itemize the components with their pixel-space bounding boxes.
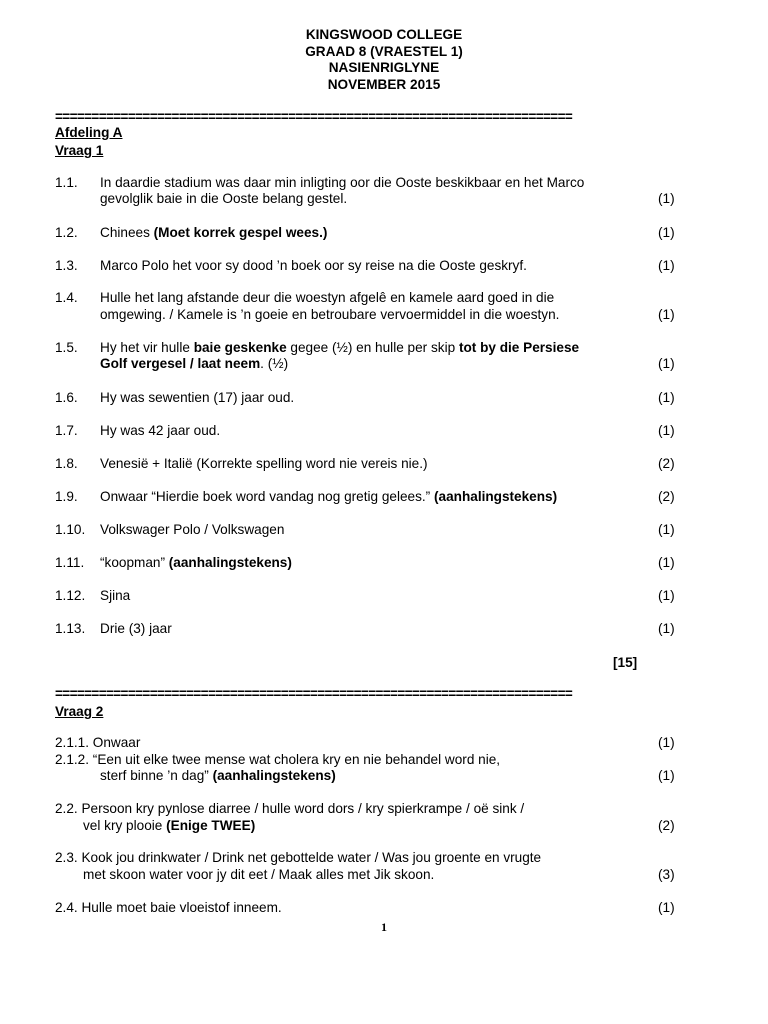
answer-plain: vel kry plooie [83, 818, 167, 833]
answer-text: Sjina [100, 588, 131, 603]
answer-text: Marco Polo het voor sy dood ’n boek oor sy reise na die Ooste geskryf. [100, 258, 527, 273]
doc-type: NASIENRIGLYNE [328, 60, 440, 75]
mark-value: (1) [658, 588, 675, 603]
item-number: 1.9. [55, 489, 78, 504]
section-title: Afdeling A [55, 125, 123, 140]
mark-value: (1) [658, 191, 675, 206]
separator-line: ======================================================================= [55, 110, 573, 124]
item-number: 1.7. [55, 423, 78, 438]
mark-value: (1) [658, 423, 675, 438]
answer-text: Venesië + Italië (Korrekte spelling word nie vereis nie.) [100, 456, 428, 471]
mark-value: (1) [658, 735, 675, 750]
item-number: 1.3. [55, 258, 78, 273]
answer-text: 2.4. Hulle moet baie vloeistof inneem. [55, 900, 282, 915]
mark-value: (1) [658, 356, 675, 371]
answer-bold: Golf vergesel / laat neem [100, 356, 261, 371]
question-title: Vraag 1 [55, 143, 104, 158]
mark-value: (1) [658, 307, 675, 322]
answer-plain: . (½) [260, 356, 289, 371]
answer-text: Volkswager Polo / Volkswagen [100, 522, 285, 537]
answer-text: In daardie stadium was daar min inligting oor die Ooste beskikbaar en het Marco [100, 175, 585, 190]
answer-text: omgewing. / Kamele is ’n goeie en betroubare vervoermiddel in die woestyn. [100, 307, 560, 322]
mark-value: (1) [658, 768, 675, 783]
answer-text: gevolglik baie in die Ooste belang gestel. [100, 191, 348, 206]
mark-value: (1) [658, 621, 675, 636]
item-number: 1.12. [55, 588, 86, 603]
answer-text: 2.3. Kook jou drinkwater / Drink net gebottelde water / Was jou groente en vrugte [55, 850, 542, 865]
answer-text: Hulle het lang afstande deur die woestyn afgelê en kamele aard goed in die [100, 290, 555, 305]
item-number: 1.8. [55, 456, 78, 471]
answer-bold: tot by die Persiese [458, 340, 580, 355]
document-header [0, 27, 768, 93]
answer-plain: gegee (½) en hulle per skip [286, 340, 459, 355]
school-name: KINGSWOOD COLLEGE [305, 27, 463, 42]
mark-value: (1) [658, 258, 675, 273]
answer-text: Hy was sewentien (17) jaar oud. [100, 390, 295, 405]
question-title: Vraag 2 [55, 704, 104, 719]
answer-bold: baie geskenke [193, 340, 287, 355]
answer-bold: (aanhalingstekens) [434, 489, 558, 504]
answer-plain: “koopman” [100, 555, 169, 570]
question-total: [15] [613, 655, 638, 670]
page-number: 1 [381, 920, 387, 934]
answer-text: 2.1.1. Onwaar [55, 735, 141, 750]
answer-text [100, 768, 336, 784]
mark-value: (1) [658, 390, 675, 405]
mark-value: (3) [658, 867, 675, 882]
mark-value: (1) [658, 900, 675, 915]
mark-value: (2) [658, 456, 675, 471]
mark-value: (1) [658, 522, 675, 537]
answer-text [100, 356, 288, 372]
item-number: 1.6. [55, 390, 78, 405]
separator-line: ======================================================================= [55, 687, 573, 701]
answer-bold: (aanhalingstekens) [212, 768, 336, 783]
answer-text: met skoon water voor jy dit eet / Maak alles met Jik skoon. [83, 867, 435, 882]
answer-plain: Hy het vir hulle [100, 340, 194, 355]
answer-plain: Chinees [100, 225, 154, 240]
item-number: 1.2. [55, 225, 78, 240]
item-number: 1.11. [55, 555, 85, 570]
answer-bold: (Moet korrek gespel wees.) [153, 225, 328, 240]
mark-value: (2) [658, 489, 675, 504]
answer-text: Drie (3) jaar [100, 621, 172, 636]
item-number: 1.5. [55, 340, 78, 355]
answer-text [100, 225, 327, 241]
grade-paper: GRAAD 8 (VRAESTEL 1) [305, 43, 463, 59]
item-number: 1.4. [55, 290, 78, 305]
answer-text [100, 340, 579, 356]
answer-text: Hy was 42 jaar oud. [100, 423, 221, 438]
item-number: 1.10. [55, 522, 86, 537]
doc-date: NOVEMBER 2015 [327, 76, 441, 92]
answer-text [83, 818, 255, 834]
answer-text: 2.1.2. “Een uit elke twee mense wat cholera kry en nie behandel word nie, [55, 752, 501, 767]
item-number: 1.13. [55, 621, 86, 636]
item-number: 1.1. [55, 175, 78, 190]
answer-bold: (Enige TWEE) [166, 818, 256, 833]
mark-value: (1) [658, 225, 675, 240]
answer-text: 2.2. Persoon kry pynlose diarree / hulle word dors / kry spierkrampe / oë sink / [55, 801, 525, 816]
answer-plain: sterf binne ’n dag” [100, 768, 213, 783]
answer-plain: Onwaar “Hierdie boek word vandag nog gretig gelees.” [100, 489, 434, 504]
answer-text [100, 489, 557, 505]
answer-text [100, 555, 292, 571]
mark-value: (1) [658, 555, 675, 570]
mark-value: (2) [658, 818, 675, 833]
answer-bold: (aanhalingstekens) [168, 555, 292, 570]
